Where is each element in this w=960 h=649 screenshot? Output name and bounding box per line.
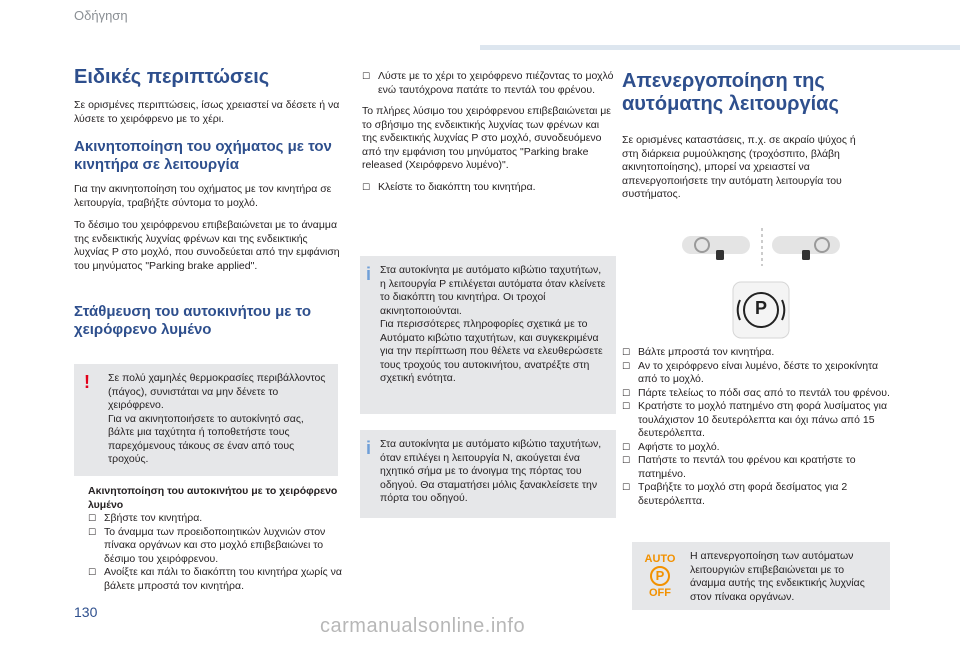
intro-text: Σε ορισμένες περιπτώσεις, ίσως χρειαστεί να δέσετε ή να λύσετε το χειρόφρενο με το χέρι. bbox=[74, 99, 340, 125]
list-item: ☐ Πατήστε το πεντάλ του φρένου και κρατήστε το πατημένο. bbox=[622, 454, 892, 481]
warning-text-2: Για να ακινητοποιήσετε το αυτοκίνητό σας, βάλτε μια ταχύτητα ή τοποθετήστε τους παρεχόμενους τάκους σε έναν από τους τροχούς. bbox=[108, 412, 304, 465]
page-number: 130 bbox=[74, 604, 98, 620]
dashboard-left bbox=[682, 236, 750, 254]
info-box-1 bbox=[360, 256, 616, 414]
list-item: ☐ Σβήστε τον κινητήρα. bbox=[88, 512, 344, 526]
column-1 bbox=[74, 66, 344, 339]
p-label: P bbox=[650, 566, 670, 586]
info-icon: i bbox=[366, 438, 372, 458]
list-item: ☐ Αν το χειρόφρενο είναι λυμένο, δέστε το χειροκίνητα από το μοχλό. bbox=[622, 360, 892, 387]
info-icon: i bbox=[366, 264, 372, 284]
column-2 bbox=[362, 70, 617, 194]
deactivation-steps bbox=[622, 346, 892, 508]
warning-box bbox=[74, 364, 338, 476]
list-item: ☐ Λύστε με το χέρι το χειρόφρενο πιέζοντας το μοχλό ενώ ταυτόχρονα πατάτε το πεντάλ του φρένου. bbox=[362, 70, 617, 97]
list-item: ☐ Κρατήστε το μοχλό πατημένο στη φορά λυσίματος για τουλάχιστον 10 δευτερόλεπτα και όχι πάνω από 15 δευτερόλεπτα. bbox=[622, 400, 892, 441]
auto-label: AUTO bbox=[644, 553, 676, 565]
list-item: ☐ Το άναμμα των προειδοποιητικών λυχνιών στον πίνακα οργάνων και στο μοχλό επιβεβαιώνει το δέσιμο του χειρόφρενου. bbox=[88, 526, 344, 567]
section-header: Οδήγηση bbox=[74, 8, 128, 23]
auto-p-off-icon bbox=[640, 552, 680, 600]
header-bar bbox=[480, 45, 960, 50]
column-3 bbox=[622, 70, 892, 202]
info-text: Στα αυτοκίνητα με αυτόματο κιβώτιο ταχυτήτων, η λειτουργία P επιλέγεται αυτόματα όταν κλείνετε το διακόπτη του κινητήρα. Οι τροχοί ακινητοποιούνται. bbox=[380, 264, 606, 317]
warning-text: Σε πολύ χαμηλές θερμοκρασίες περιβάλλοντος (πάγος), συνιστάται να μην δένετε το χειρόφρενο. bbox=[108, 372, 326, 411]
page-title: Ειδικές περιπτώσεις bbox=[74, 66, 270, 88]
list-item: ☐ Αφήστε το μοχλό. bbox=[622, 441, 892, 455]
list-item: ☐ Κλείστε το διακόπτη του κινητήρα. bbox=[362, 181, 617, 195]
section-title-deactivation: Απενεργοποίηση της αυτόματης λειτουργίας bbox=[622, 70, 839, 115]
section-title-parking-released: Στάθμευση του αυτοκινήτου με το χειρόφρενο λυμένο bbox=[74, 303, 311, 338]
section-title-engine-running: Ακινητοποίηση του οχήματος με τον κινητήρα σε λειτουργία bbox=[74, 138, 332, 173]
list-item: ☐ Ανοίξτε και πάλι το διακόπτη του κινητήρα χωρίς να βάλετε μπροστά τον κινητήρα. bbox=[88, 566, 344, 593]
panel-illustration bbox=[676, 226, 846, 342]
info-text-2: Για περισσότερες πληροφορίες σχετικά με το Αυτόματο κιβώτιο ταχυτήτων, και συγκεκριμένα για την περίπτωση που θέλετε να ελευθερώσετε τους τροχούς του αυτοκινήτου, ανατρέξτε στη σχετική ενότητα. bbox=[380, 318, 603, 384]
warning-icon: ! bbox=[84, 372, 90, 392]
parking-brake-button-label: P bbox=[754, 298, 767, 318]
released-text: Το πλήρες λύσιμο του χειρόφρενου επιβεβαιώνεται με το σβήσιμο της ενδεικτικής λυχνίας των φρένων και της ενδεικτικής λυχνίας P στο μοχλό, συνοδευόμενο από την εμφάνιση του μηνύματος "Parking brake released (Χειρόφρενο λυμένο)". bbox=[362, 105, 611, 171]
info-box-2 bbox=[360, 430, 616, 518]
steps-list bbox=[622, 346, 892, 508]
auto-off-note-box bbox=[632, 542, 890, 610]
steps-list bbox=[88, 512, 344, 593]
steps-title: Ακινητοποίηση του αυτοκινήτου με το χειρόφρενο λυμένο bbox=[88, 485, 338, 511]
lock-icon bbox=[716, 250, 724, 260]
brake-illustration bbox=[676, 226, 846, 342]
auto-off-note: Η απενεργοποίηση των αυτόματων λειτουργιών επιβεβαιώνεται με το άναμμα αυτής της ενδεικτικής λυχνίας στον πίνακα οργάνων. bbox=[690, 550, 865, 603]
off-label: OFF bbox=[649, 587, 671, 599]
list-item: ☐ Τραβήξτε το μοχλό στη φορά δεσίματος για 2 δευτερόλεπτα. bbox=[622, 481, 892, 508]
parking-steps bbox=[88, 485, 344, 593]
deactivation-intro: Σε ορισμένες καταστάσεις, π.χ. σε ακραίο ψύχος ή στη διάρκεια ρυμούλκησης (τροχόσπιτο, βλάβη ακινητοποίησης), μπορεί να χρειαστεί να απενεργοποιήσετε την αυτόματη λειτουργία του συστήματος. bbox=[622, 134, 856, 200]
lock-icon bbox=[802, 250, 810, 260]
engine-running-confirm-text: Το δέσιμο του χειρόφρενου επιβεβαιώνεται με το άναμμα της ενδεικτικής λυχνίας φρένων και της ενδεικτικής λυχνίας P στο μοχλό, που συνοδεύεται από την εμφάνιση του μηνύματος "Parking brake applied". bbox=[74, 219, 340, 272]
engine-running-text: Για την ακινητοποίηση του οχήματος με τον κινητήρα σε λειτουργία, τραβήξτε σύντομα το μοχλό. bbox=[74, 183, 332, 209]
list-item: ☐ Βάλτε μπροστά τον κινητήρα. bbox=[622, 346, 892, 360]
info-text: Στα αυτοκίνητα με αυτόματο κιβώτιο ταχυτήτων, όταν επιλέγει η λειτουργία N, ακούγεται ένα ηχητικό σήμα με το άνοιγμα της πόρτας του οδηγού. Θα σταματήσει μόλις ξανακλείσετε την πόρτα του οδηγού. bbox=[380, 438, 602, 504]
list-item: ☐ Πάρτε τελείως το πόδι σας από το πεντάλ του φρένου. bbox=[622, 387, 892, 401]
watermark: carmanualsonline.info bbox=[320, 615, 526, 637]
